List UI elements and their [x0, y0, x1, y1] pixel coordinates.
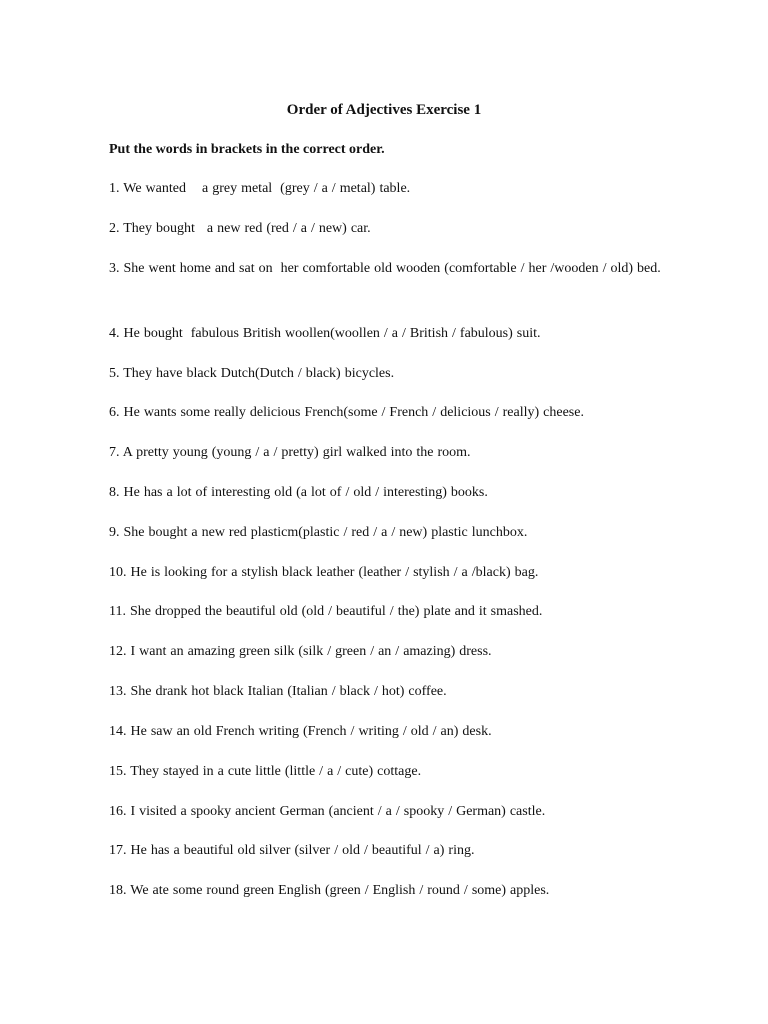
exercise-item-14: 14. He saw an old French writing (French / writing / old / an) desk.: [109, 724, 492, 739]
exercise-item-10: 10. He is looking for a stylish black leather (leather / stylish / a /black) bag.: [109, 565, 539, 580]
exercise-item-3: 3. She went home and sat on her comfortable old wooden (comfortable / her /wooden / old) bed.: [109, 261, 661, 276]
exercise-item-8: 8. He has a lot of interesting old (a lot of / old / interesting) books.: [109, 485, 488, 500]
exercise-item-9: 9. She bought a new red plasticm(plastic / red / a / new) plastic lunchbox.: [109, 525, 528, 540]
exercise-item-1: 1. We wanted a grey metal (grey / a / metal) table.: [109, 181, 411, 196]
exercise-item-2: 2. They bought a new red (red / a / new) car.: [109, 221, 371, 236]
exercise-instruction: Put the words in brackets in the correct order.: [109, 142, 385, 157]
exercise-item-15: 15. They stayed in a cute little (little / a / cute) cottage.: [109, 764, 422, 779]
exercise-item-7: 7. A pretty young (young / a / pretty) girl walked into the room.: [109, 445, 471, 460]
exercise-item-13: 13. She drank hot black Italian (Italian / black / hot) coffee.: [109, 684, 447, 699]
exercise-item-16: 16. I visited a spooky ancient German (ancient / a / spooky / German) castle.: [109, 804, 546, 819]
exercise-item-11: 11. She dropped the beautiful old (old / beautiful / the) plate and it smashed.: [109, 604, 543, 619]
exercise-item-12: 12. I want an amazing green silk (silk / green / an / amazing) dress.: [109, 644, 492, 659]
exercise-item-4: 4. He bought fabulous British woollen(woollen / a / British / fabulous) suit.: [109, 326, 541, 341]
exercise-item-5: 5. They have black Dutch(Dutch / black) bicycles.: [109, 366, 395, 381]
exercise-item-17: 17. He has a beautiful old silver (silver / old / beautiful / a) ring.: [109, 843, 475, 858]
exercise-item-6: 6. He wants some really delicious French(some / French / delicious / really) cheese.: [109, 405, 584, 420]
exercise-item-18: 18. We ate some round green English (green / English / round / some) apples.: [109, 883, 550, 898]
page-title: Order of Adjectives Exercise 1: [286, 102, 482, 118]
